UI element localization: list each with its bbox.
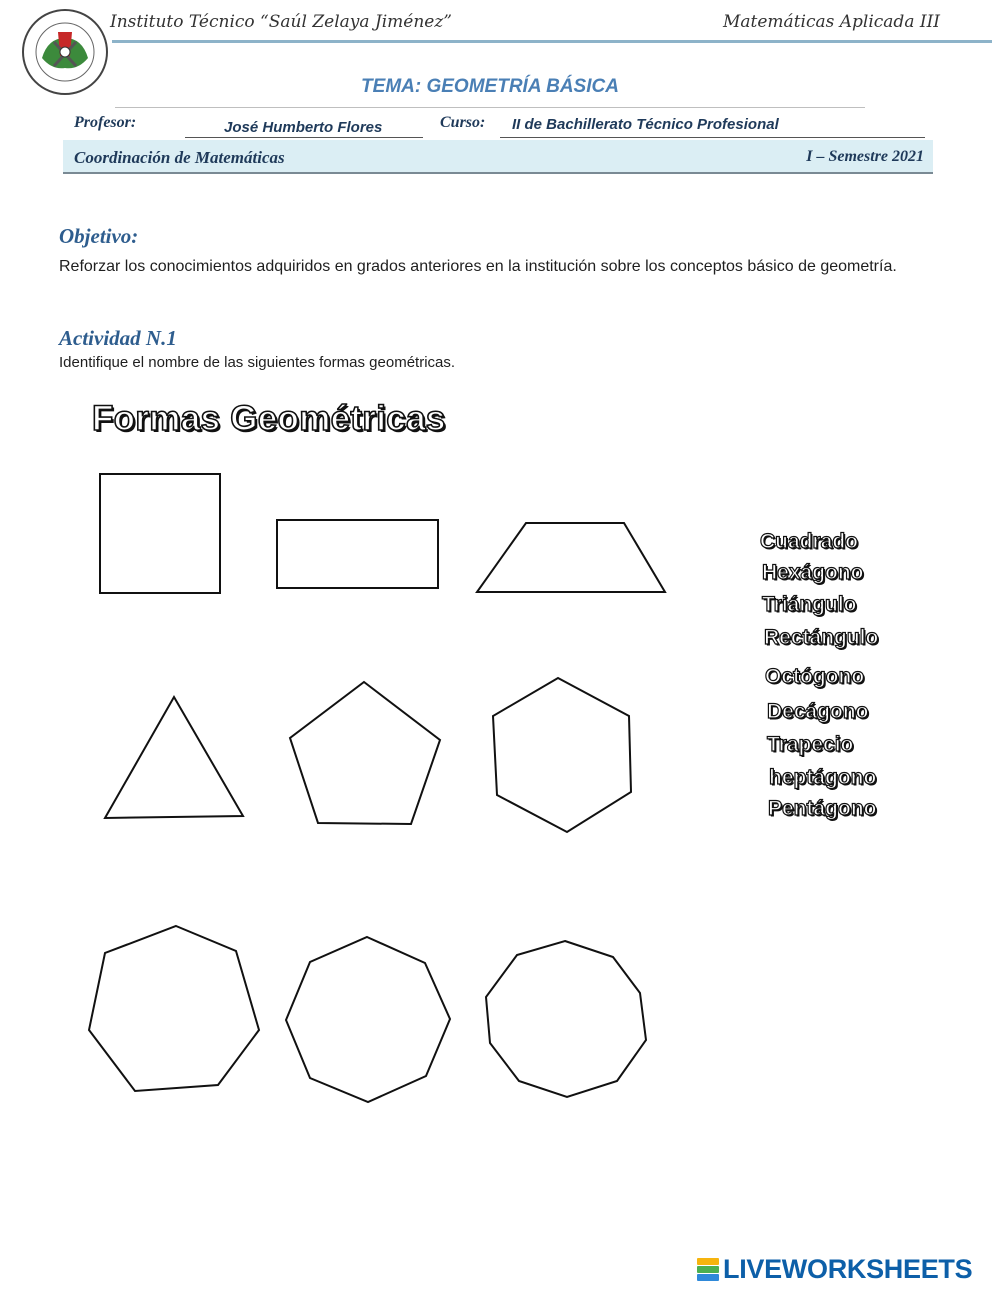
semester-label: I – Semestre 2021 — [806, 148, 924, 165]
shapes-title: Formas Geométricas — [92, 399, 446, 438]
rectangle-shape — [277, 520, 438, 588]
word-decagono: Decágono — [767, 700, 869, 723]
objective-heading: Objetivo: — [59, 224, 139, 248]
profesor-value: José Humberto Flores — [224, 119, 383, 136]
decagon-shape — [486, 941, 646, 1097]
word-octogono: Octógono — [765, 665, 865, 688]
square-shape — [100, 474, 220, 593]
word-heptagono: heptágono — [769, 766, 877, 789]
curso-value: II de Bachillerato Técnico Profesional — [512, 116, 779, 133]
word-trapecio: Trapecio — [767, 733, 854, 756]
word-pentagono: Pentágono — [768, 797, 877, 820]
heptagon-shape — [89, 926, 259, 1091]
hexagon-shape — [493, 678, 631, 832]
activity-instruction: Identifique el nombre de las siguientes formas geométricas. — [59, 354, 456, 371]
trapezoid-shape — [477, 523, 665, 592]
word-cuadrado: Cuadrado — [760, 530, 859, 553]
profesor-label: Profesor: — [74, 114, 137, 131]
liveworksheets-brand: LIVEWORKSHEETS — [723, 1254, 973, 1284]
liveworksheets-logo[interactable] — [697, 1254, 972, 1285]
word-hexagono: Hexágono — [762, 561, 864, 584]
word-rectangulo: Rectángulo — [764, 626, 879, 649]
octagon-shape — [286, 937, 450, 1102]
curso-label: Curso: — [440, 114, 486, 131]
subject-name: Matemáticas Aplicada III — [723, 12, 940, 32]
word-triangulo: Triángulo — [762, 593, 857, 616]
liveworksheets-badge-icon — [697, 1258, 719, 1282]
objective-text: Reforzar los conocimientos adquiridos en grados anteriores en la institución sobre los conceptos básico de geometría. — [59, 258, 897, 275]
topic-title: TEMA: GEOMETRÍA BÁSICA — [361, 76, 619, 97]
activity-heading: Actividad N.1 — [59, 326, 177, 350]
triangle-shape — [105, 697, 243, 818]
pentagon-shape — [290, 682, 440, 824]
coordination-label: Coordinación de Matemáticas — [74, 148, 285, 167]
school-name: Instituto Técnico “Saúl Zelaya Jiménez” — [110, 12, 452, 32]
